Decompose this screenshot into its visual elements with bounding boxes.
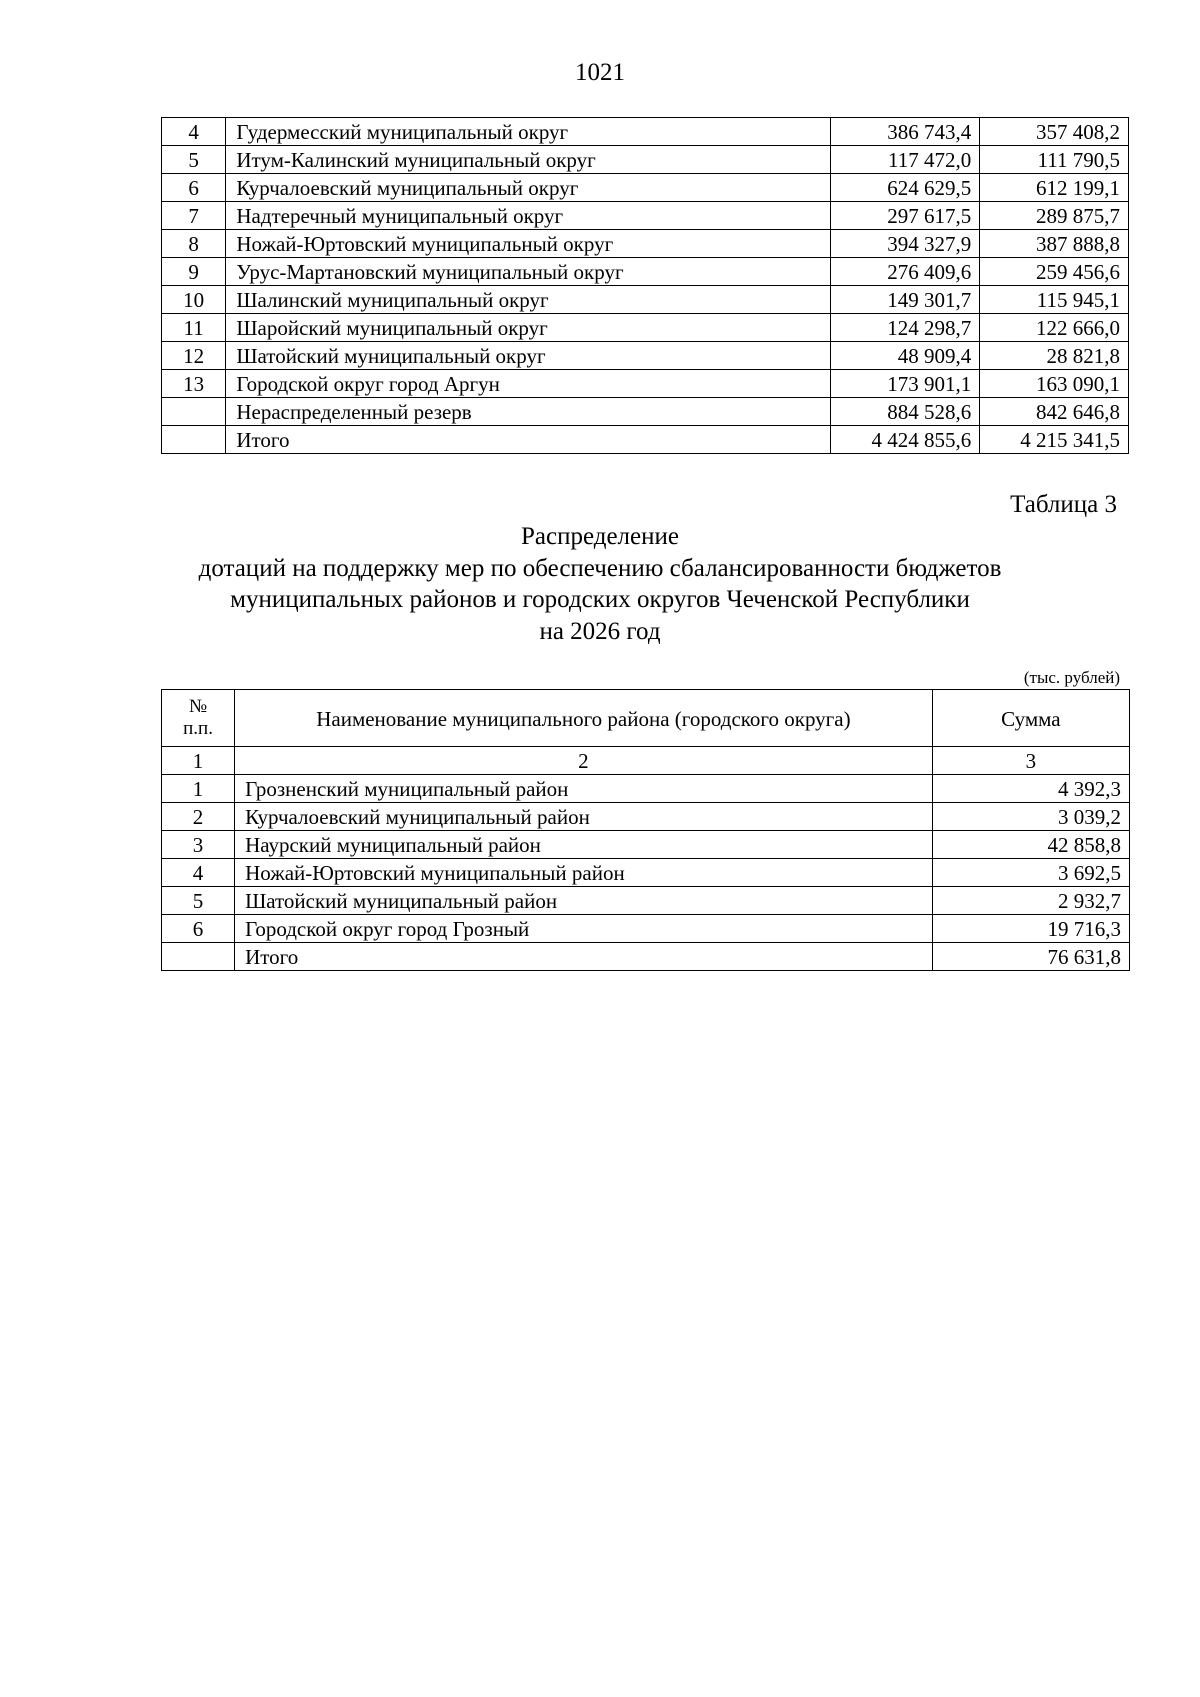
header-num bbox=[162, 690, 235, 747]
row-value-2: 612 199,1 bbox=[980, 174, 1129, 202]
table-3-label: Таблица 3 bbox=[1010, 491, 1117, 518]
title-line: дотаций на поддержку мер по обеспечению сбалансированности бюджетов bbox=[198, 554, 1002, 582]
row-name: Ножай-Юртовский муниципальный район bbox=[235, 859, 933, 887]
row-name: Городской округ город Аргун bbox=[226, 370, 831, 398]
title-line: муниципальных районов и городских округов Чеченской Республики bbox=[230, 586, 970, 613]
row-value-1: 386 743,4 bbox=[831, 118, 980, 146]
row-value-1: 4 424 855,6 bbox=[831, 426, 980, 454]
row-value-2: 259 456,6 bbox=[980, 258, 1129, 286]
column-number: 2 bbox=[235, 747, 933, 775]
table-3-header-row bbox=[162, 690, 1130, 747]
table-row bbox=[162, 230, 1129, 258]
row-value-2: 115 945,1 bbox=[980, 286, 1129, 314]
row-name: Шалинский муниципальный округ bbox=[226, 286, 831, 314]
row-value-2: 357 408,2 bbox=[980, 118, 1129, 146]
header-sum: Сумма bbox=[932, 690, 1129, 747]
table-row bbox=[162, 202, 1129, 230]
row-number bbox=[162, 943, 235, 971]
table-row bbox=[162, 426, 1129, 454]
row-sum: 76 631,8 bbox=[932, 943, 1129, 971]
row-value-2: 111 790,5 bbox=[980, 146, 1129, 174]
row-number: 5 bbox=[162, 887, 235, 915]
table-row bbox=[162, 775, 1130, 803]
row-value-2: 387 888,8 bbox=[980, 230, 1129, 258]
table-row bbox=[162, 887, 1130, 915]
table-row bbox=[162, 258, 1129, 286]
table-row bbox=[162, 370, 1129, 398]
row-number bbox=[162, 426, 226, 454]
column-number: 3 bbox=[932, 747, 1129, 775]
table-row bbox=[162, 342, 1129, 370]
continued-table bbox=[161, 117, 1129, 454]
row-sum: 19 716,3 bbox=[932, 915, 1129, 943]
row-name: Надтеречный муниципальный округ bbox=[226, 202, 831, 230]
table-row bbox=[162, 174, 1129, 202]
table-row bbox=[162, 859, 1130, 887]
header-name: Наименование муниципального района (городского округа) bbox=[235, 690, 933, 747]
table-3-body bbox=[162, 775, 1130, 971]
row-value-2: 842 646,8 bbox=[980, 398, 1129, 426]
row-value-1: 394 327,9 bbox=[831, 230, 980, 258]
row-name: Шаройский муниципальный округ bbox=[226, 314, 831, 342]
table-row bbox=[162, 943, 1130, 971]
table-3 bbox=[161, 689, 1130, 971]
row-number bbox=[162, 398, 226, 426]
row-number: 6 bbox=[162, 174, 226, 202]
units-note: (тыс. рублей) bbox=[1023, 668, 1120, 687]
header-num-line1: № bbox=[188, 696, 208, 717]
row-number: 12 bbox=[162, 342, 226, 370]
row-number: 3 bbox=[162, 831, 235, 859]
row-value-1: 276 409,6 bbox=[831, 258, 980, 286]
row-number: 4 bbox=[162, 859, 235, 887]
table-row bbox=[162, 803, 1130, 831]
row-value-2: 28 821,8 bbox=[980, 342, 1129, 370]
table-3-column-numbers-row bbox=[162, 747, 1130, 775]
row-value-1: 48 909,4 bbox=[831, 342, 980, 370]
table-3-title bbox=[0, 521, 1200, 647]
row-value-1: 124 298,7 bbox=[831, 314, 980, 342]
header-num-line2: п.п. bbox=[183, 718, 213, 739]
column-number: 1 bbox=[162, 747, 235, 775]
row-name: Урус-Мартановский муниципальный округ bbox=[226, 258, 831, 286]
row-value-1: 884 528,6 bbox=[831, 398, 980, 426]
row-number: 1 bbox=[162, 775, 235, 803]
row-name: Курчалоевский муниципальный район bbox=[235, 803, 933, 831]
row-number: 13 bbox=[162, 370, 226, 398]
title-line: на 2026 год bbox=[539, 617, 661, 645]
table-row bbox=[162, 915, 1130, 943]
table-row bbox=[162, 118, 1129, 146]
row-value-1: 297 617,5 bbox=[831, 202, 980, 230]
table-row bbox=[162, 831, 1130, 859]
row-number: 10 bbox=[162, 286, 226, 314]
row-name: Гудермесский муниципальный округ bbox=[226, 118, 831, 146]
row-number: 11 bbox=[162, 314, 226, 342]
row-number: 4 bbox=[162, 118, 226, 146]
continued-table-body bbox=[162, 118, 1129, 454]
row-number: 5 bbox=[162, 146, 226, 174]
table-row bbox=[162, 314, 1129, 342]
row-value-1: 173 901,1 bbox=[831, 370, 980, 398]
row-value-1: 624 629,5 bbox=[831, 174, 980, 202]
row-number: 2 bbox=[162, 803, 235, 831]
row-value-1: 117 472,0 bbox=[831, 146, 980, 174]
row-name: Шатойский муниципальный район bbox=[235, 887, 933, 915]
row-name: Наурский муниципальный район bbox=[235, 831, 933, 859]
row-name: Шатойский муниципальный округ bbox=[226, 342, 831, 370]
row-number: 7 bbox=[162, 202, 226, 230]
table-row bbox=[162, 398, 1129, 426]
row-sum: 2 932,7 bbox=[932, 887, 1129, 915]
table-row bbox=[162, 146, 1129, 174]
row-value-2: 122 666,0 bbox=[980, 314, 1129, 342]
row-name: Итум-Калинский муниципальный округ bbox=[226, 146, 831, 174]
row-number: 8 bbox=[162, 230, 226, 258]
row-name: Курчалоевский муниципальный округ bbox=[226, 174, 831, 202]
table-row bbox=[162, 286, 1129, 314]
row-name: Нераспределенный резерв bbox=[226, 398, 831, 426]
row-value-2: 4 215 341,5 bbox=[980, 426, 1129, 454]
row-sum: 4 392,3 bbox=[932, 775, 1129, 803]
row-sum: 3 039,2 bbox=[932, 803, 1129, 831]
row-number: 6 bbox=[162, 915, 235, 943]
row-name: Грозненский муниципальный район bbox=[235, 775, 933, 803]
row-name: Ножай-Юртовский муниципальный округ bbox=[226, 230, 831, 258]
row-value-2: 163 090,1 bbox=[980, 370, 1129, 398]
row-sum: 42 858,8 bbox=[932, 831, 1129, 859]
row-name: Городской округ город Грозный bbox=[235, 915, 933, 943]
row-number: 9 bbox=[162, 258, 226, 286]
row-value-2: 289 875,7 bbox=[980, 202, 1129, 230]
row-name: Итого bbox=[226, 426, 831, 454]
title-line: Распределение bbox=[521, 523, 679, 550]
page-number: 1021 bbox=[575, 59, 625, 86]
row-sum: 3 692,5 bbox=[932, 859, 1129, 887]
row-name: Итого bbox=[235, 943, 933, 971]
row-value-1: 149 301,7 bbox=[831, 286, 980, 314]
